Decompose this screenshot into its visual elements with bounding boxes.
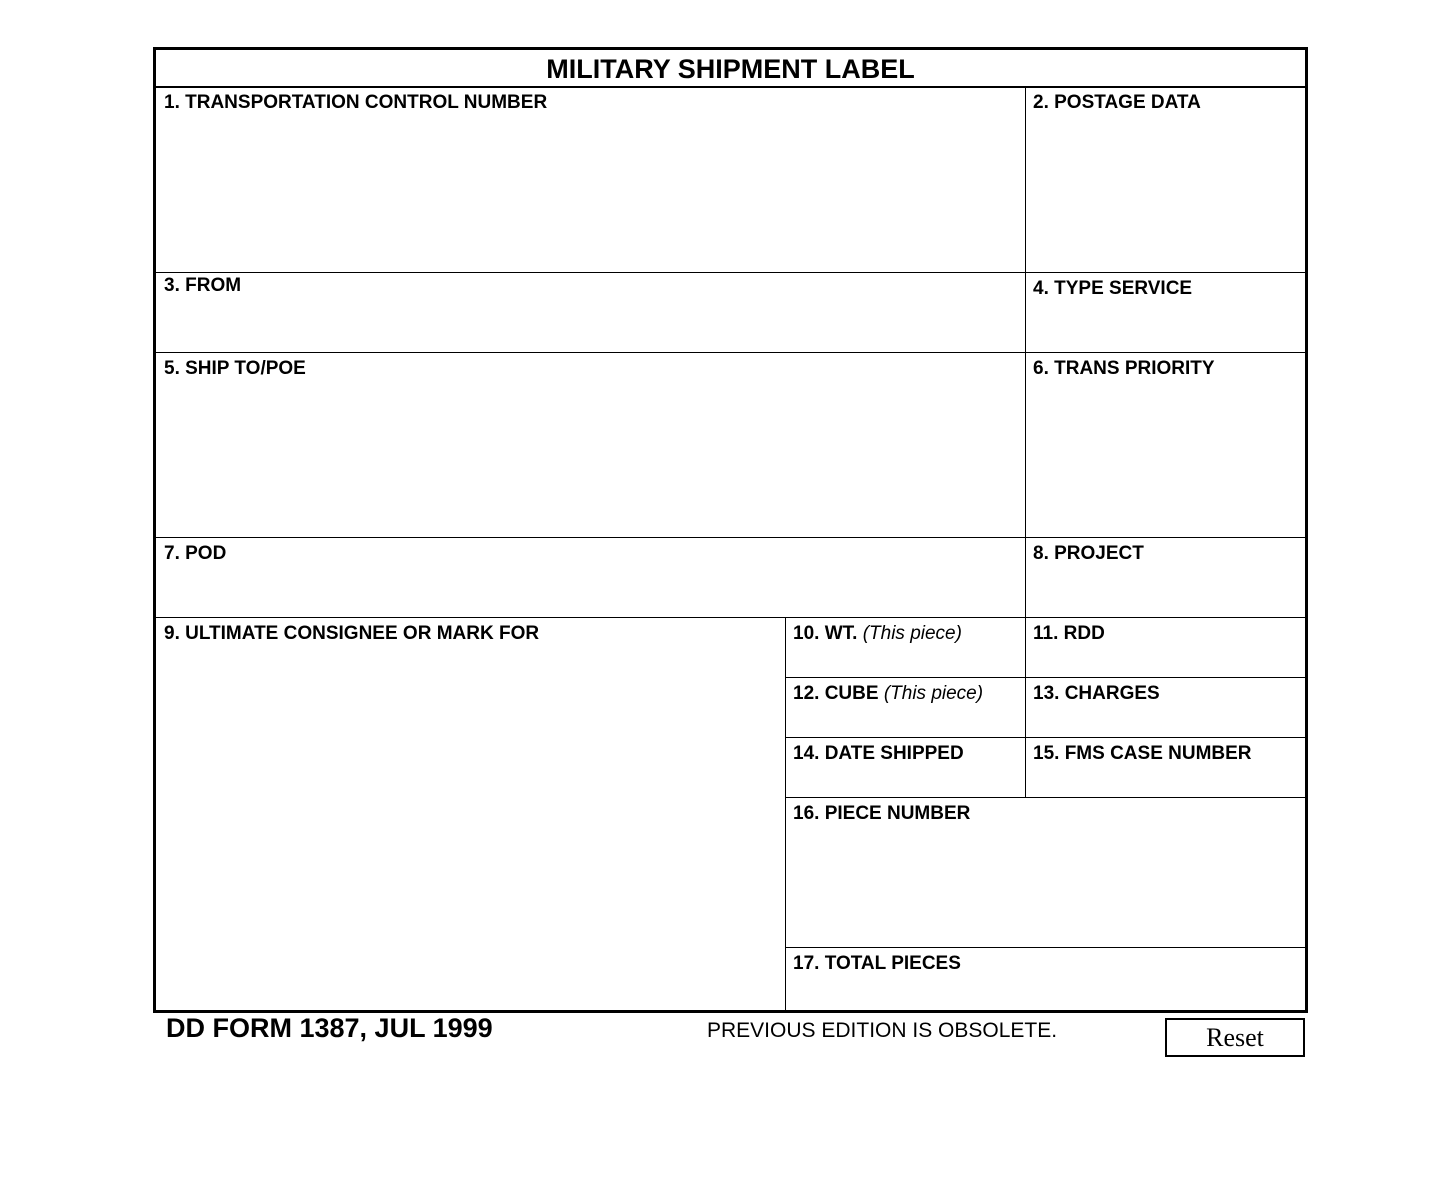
divider-row-8 <box>785 947 1305 948</box>
fms-case-number-label: 15. FMS CASE NUMBER <box>1033 743 1252 764</box>
postage-data-label: 2. POSTAGE DATA <box>1033 92 1201 113</box>
form-identifier: DD FORM 1387, JUL 1999 <box>166 1013 493 1043</box>
transportation-control-number-field[interactable] <box>164 118 1014 266</box>
total-pieces-field[interactable] <box>793 978 1297 1004</box>
edition-note: PREVIOUS EDITION IS OBSOLETE. <box>707 1019 1058 1042</box>
rdd-field[interactable] <box>1033 648 1297 672</box>
date-shipped-field[interactable] <box>793 768 1019 792</box>
type-service-field[interactable] <box>1033 304 1297 346</box>
divider-row-4 <box>156 617 1305 618</box>
piece-number-field[interactable] <box>793 829 1297 941</box>
trans-priority-field[interactable] <box>1033 384 1297 532</box>
from-label: 3. FROM <box>164 275 242 296</box>
form-title: MILITARY SHIPMENT LABEL <box>156 50 1305 88</box>
divider-row-2 <box>156 352 1305 353</box>
piece-number-label: 16. PIECE NUMBER <box>793 803 971 824</box>
project-field[interactable] <box>1033 569 1297 611</box>
divider-row-7 <box>785 797 1305 798</box>
total-pieces-label: 17. TOTAL PIECES <box>793 953 961 974</box>
charges-label: 13. CHARGES <box>1033 683 1160 704</box>
divider-row-1 <box>156 272 1305 273</box>
from-field[interactable] <box>164 302 1014 346</box>
divider-row-6 <box>785 737 1305 738</box>
shipment-label-form <box>153 47 1308 1013</box>
transportation-control-number-label: 1. TRANSPORTATION CONTROL NUMBER <box>164 92 548 113</box>
charges-field[interactable] <box>1033 708 1297 732</box>
postage-data-field[interactable] <box>1033 118 1297 266</box>
cube-label <box>793 683 983 705</box>
ship-to-poe-field[interactable] <box>164 384 1014 532</box>
date-shipped-label: 14. DATE SHIPPED <box>793 743 964 764</box>
pod-field[interactable] <box>164 569 1014 611</box>
divider-middle-column <box>785 617 786 1010</box>
cube-label-note: (This piece) <box>883 683 984 704</box>
trans-priority-label: 6. TRANS PRIORITY <box>1033 358 1215 379</box>
divider-row-5 <box>785 677 1305 678</box>
weight-label-note: (This piece) <box>862 623 962 644</box>
weight-field[interactable] <box>793 648 1019 672</box>
type-service-label: 4. TYPE SERVICE <box>1033 278 1193 299</box>
divider-right-column <box>1025 88 1026 797</box>
rdd-label: 11. RDD <box>1033 623 1105 644</box>
cube-field[interactable] <box>793 708 1019 732</box>
reset-button[interactable]: Reset <box>1165 1018 1305 1057</box>
fms-case-number-field[interactable] <box>1033 768 1297 792</box>
pod-label: 7. POD <box>164 543 227 564</box>
weight-label <box>793 623 962 645</box>
cube-label-text: 12. CUBE <box>793 683 879 704</box>
ship-to-poe-label: 5. SHIP TO/POE <box>164 358 306 379</box>
weight-label-text: 10. WT. <box>793 623 858 644</box>
ultimate-consignee-field[interactable] <box>164 649 776 1003</box>
ultimate-consignee-label: 9. ULTIMATE CONSIGNEE OR MARK FOR <box>164 623 540 644</box>
project-label: 8. PROJECT <box>1033 543 1144 564</box>
divider-row-3 <box>156 537 1305 538</box>
